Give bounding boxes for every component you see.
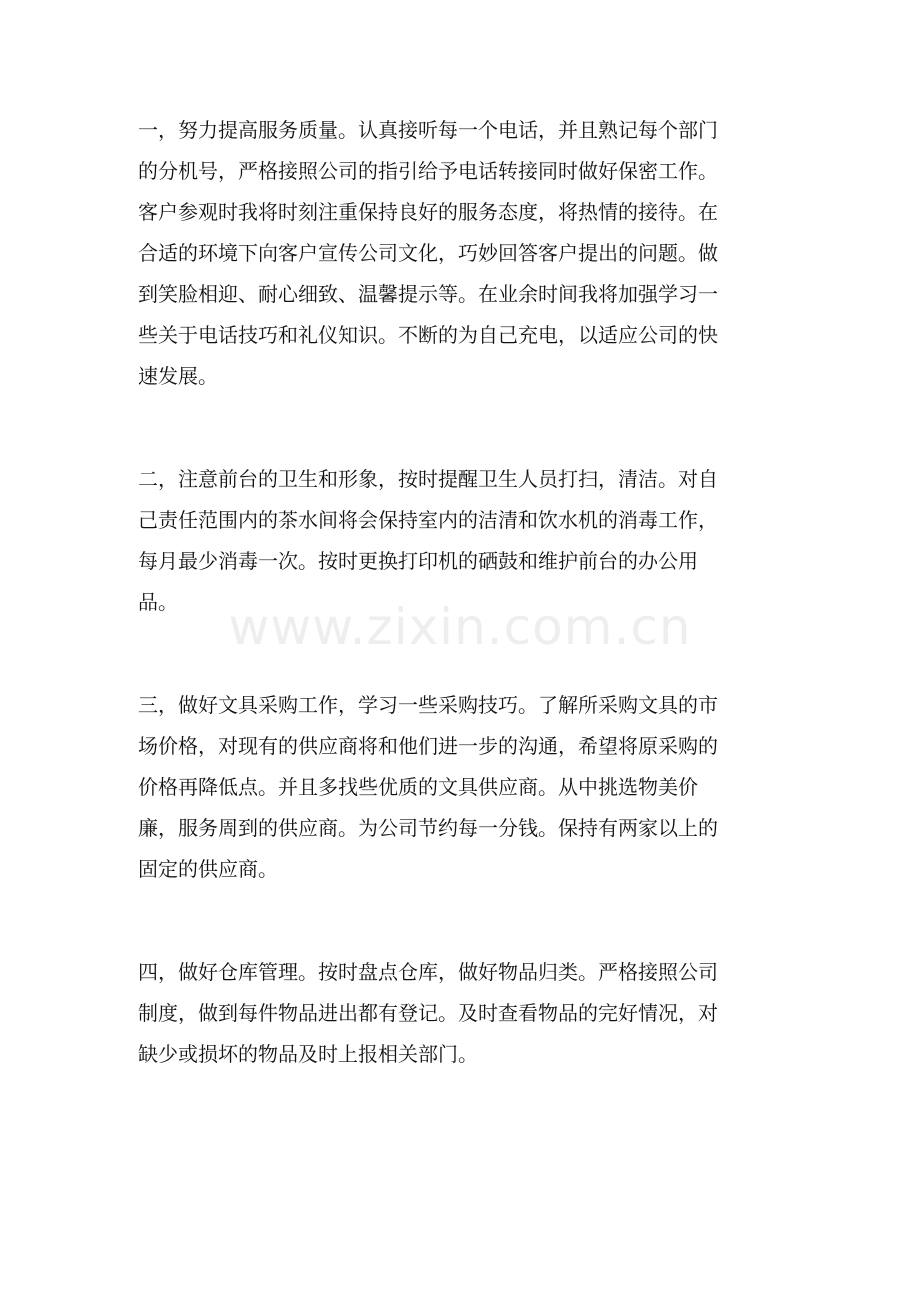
paragraph-1 (138, 110, 778, 397)
paragraph-3 (138, 685, 778, 890)
document-body (138, 110, 778, 1137)
paragraph-2 (138, 459, 778, 623)
paragraph-line: 客户参观时我将时刻注重保持良好的服务态度，将热情的接待。在 (138, 200, 718, 224)
paragraph-line: 价格再降低点。并且多找些优质的文具供应商。从中挑选物美价 (138, 775, 698, 799)
paragraph-line: 廉，服务周到的供应商。为公司节约每一分钱。保持有两家以上的 (138, 816, 718, 840)
paragraph-line: 的分机号，严格接照公司的指引给予电话转接同时做好保密工作。 (138, 159, 718, 183)
paragraph-line: 固定的供应商。 (138, 857, 278, 881)
paragraph-line: 些关于电话技巧和礼仪知识。不断的为自己充电，以适应公司的快 (138, 323, 718, 347)
paragraph-line: 到笑脸相迎、耐心细致、温馨提示等。在业余时间我将加强学习一 (138, 282, 718, 306)
paragraph-line: 合适的环境下向客户宣传公司文化，巧妙回答客户提出的问题。做 (138, 241, 718, 265)
paragraph-line: 每月最少消毒一次。按时更换打印机的硒鼓和维护前台的办公用 (138, 549, 698, 573)
paragraph-line: 三，做好文具采购工作，学习一些采购技巧。了解所采购文具的市 (138, 693, 718, 717)
paragraph-line: 四，做好仓库管理。按时盘点仓库，做好物品归类。严格接照公司 (138, 960, 718, 984)
paragraph-line: 制度，做到每件物品进出都有登记。及时查看物品的完好情况，对 (138, 1001, 718, 1025)
paragraph-line: 一，努力提高服务质量。认真接听每一个电话，并且熟记每个部门 (138, 118, 718, 142)
paragraph-line: 品。 (138, 590, 178, 614)
watermark: www.zixin.com.cn (228, 598, 692, 656)
paragraph-line: 场价格，对现有的供应商将和他们进一步的沟通，希望将原采购的 (138, 734, 718, 758)
paragraph-4 (138, 952, 778, 1075)
paragraph-line: 缺少或损坏的物品及时上报相关部门。 (138, 1042, 478, 1066)
paragraph-line: 己责任范围内的茶水间将会保持室内的洁清和饮水机的消毒工作， (138, 508, 718, 532)
paragraph-line: 速发展。 (138, 364, 218, 388)
paragraph-line: 二，注意前台的卫生和形象，按时提醒卫生人员打扫，清洁。对自 (138, 467, 718, 491)
